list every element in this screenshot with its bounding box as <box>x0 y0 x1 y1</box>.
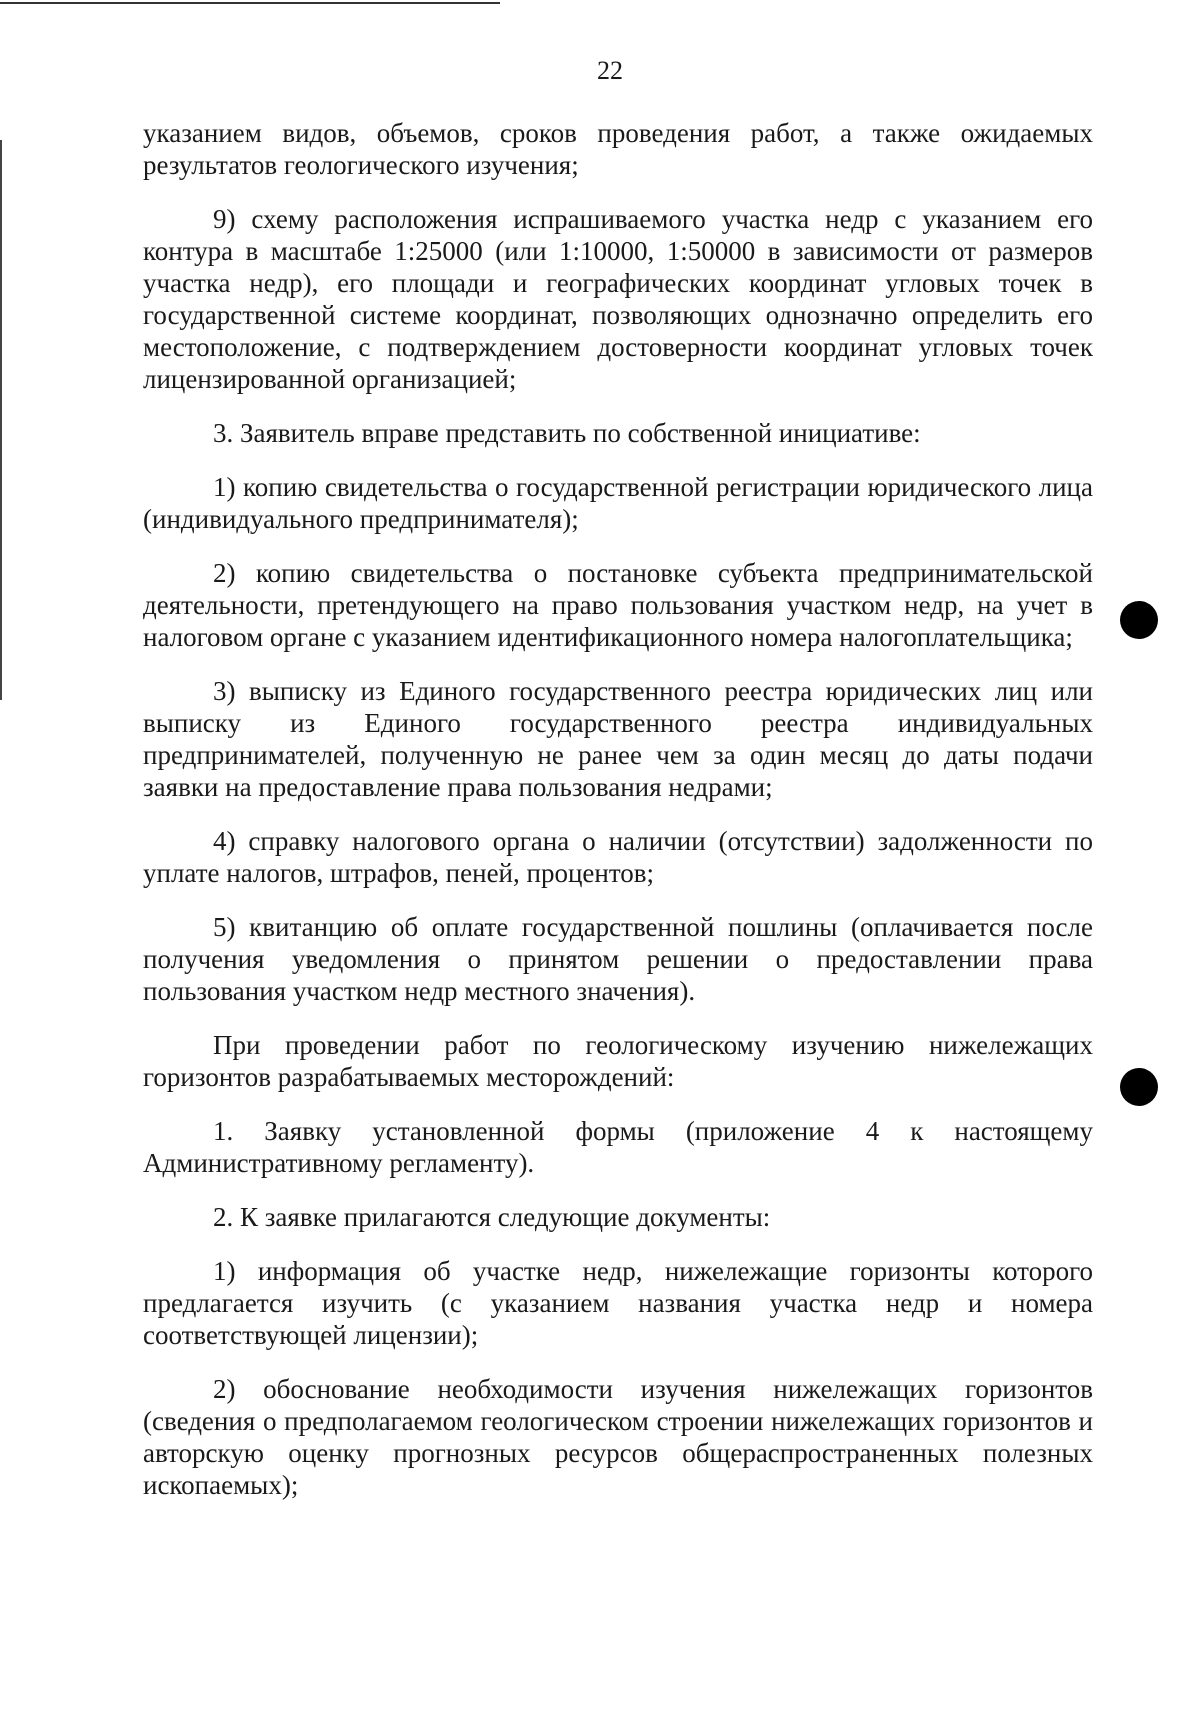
scan-left-edge <box>0 140 2 700</box>
paragraph-item-2-tax-registration: 2) копию свидетельства о постановке субъекта предпринимательской деятельности, претендующего на право пользования участком недр, на учет в налоговом органе с указанием идентификационного номера налогоплательщика; <box>143 558 1093 652</box>
paragraph-continuation: указанием видов, объемов, сроков проведения работ, а также ожидаемых результатов геологического изучения; <box>143 118 1093 180</box>
scan-top-edge <box>0 2 500 4</box>
hole-punch-mark <box>1120 1068 1158 1106</box>
paragraph-item-9-scheme: 9) схему расположения испрашиваемого участка недр с указанием его контура в масштабе 1:25000 (или 1:10000, 1:50000 в зависимости от размеров участка недр), его площади и географических координат угловых точек в государственной системе координат, позволяющих однозначно определить его местоположение, с подтверждением достоверности координат угловых точек лицензированной организацией; <box>143 204 1093 394</box>
document-body <box>143 117 1093 1501</box>
paragraph-section-3-heading: 3. Заявитель вправе представить по собственной инициативе: <box>213 418 921 448</box>
paragraph-item-2-justification: 2) обоснование необходимости изучения нижележащих горизонтов (сведения о предполагаемом геологическом строении нижележащих горизонтов и авторскую оценку прогнозных ресурсов общераспространенных полезных ископаемых); <box>143 1374 1093 1500</box>
paragraph-item-1-site-info: 1) информация об участке недр, нижележащие горизонты которого предлагается изучить (с указанием названия участка недр и номера соответствующей лицензии); <box>143 1256 1093 1350</box>
paragraph-item-2-attachments-heading: 2. К заявке прилагаются следующие документы: <box>213 1202 771 1232</box>
paragraph-item-4-tax-certificate: 4) справку налогового органа о наличии (отсутствии) задолженности по уплате налогов, штрафов, пеней, процентов; <box>143 826 1093 888</box>
paragraph-item-3-registry-extract: 3) выписку из Единого государственного реестра юридических лиц или выписку из Единого государственного реестра индивидуальных предпринимателей, полученную не ранее чем за один месяц до даты подачи заявки на предоставление права пользования недрами; <box>143 676 1093 802</box>
page-number: 22 <box>597 56 623 85</box>
paragraph-item-1-registration: 1) копию свидетельства о государственной регистрации юридического лица (индивидуального предпринимателя); <box>143 472 1093 534</box>
paragraph-item-1-application-form: 1. Заявку установленной формы (приложение 4 к настоящему Административному регламенту). <box>143 1116 1093 1178</box>
hole-punch-mark <box>1120 601 1158 639</box>
paragraph-item-5-duty-receipt: 5) квитанцию об оплате государственной пошлины (оплачивается после получения уведомления о принятом решении о предоставлении права пользования участком недр местного значения). <box>143 912 1093 1006</box>
paragraph-lower-horizons-intro: При проведении работ по геологическому изучению нижележащих горизонтов разрабатываемых месторождений: <box>143 1030 1093 1092</box>
